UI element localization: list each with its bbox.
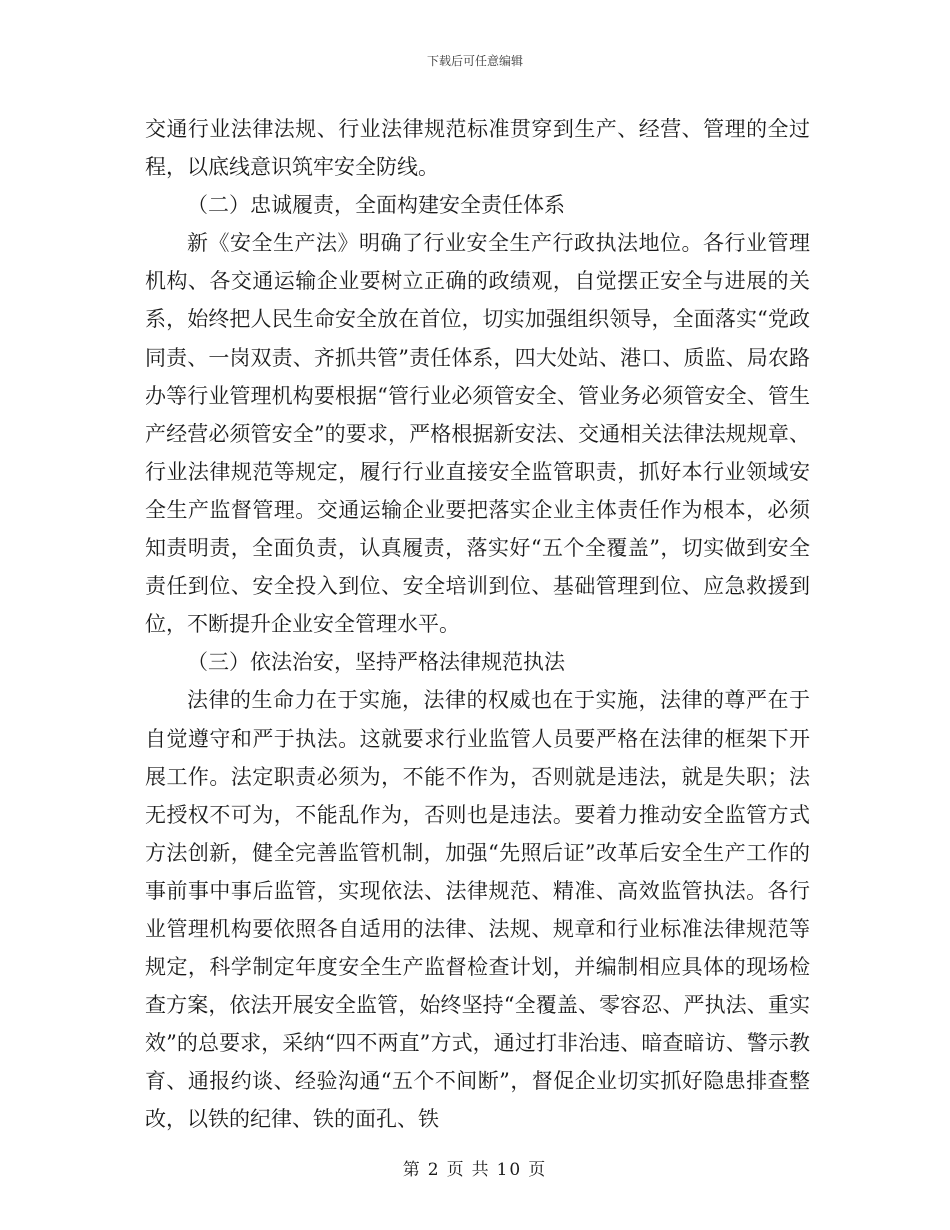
paragraph-section-2: 新《安全生产法》明确了行业安全生产行政执法地位。各行业管理机构、各交通运输企业要树立正确的政绩观，自觉摆正安全与进展的关系，始终把人民生命安全放在首位，切实加强组织领导，全面落实“党政同责、一岗双责、齐抓共管”责任体系，四大处站、港口、质监、局农路办等行业管理机构要根据“管行业必须管安全、管业务必须管安全、管生产经营必须管安全”的要求，严格根据新安法、交通相关法律法规规章、行业法律规范等规定，履行行业直接安全监管职责，抓好本行业领域安全生产监督管理。交通运输企业要把落实企业主体责任作为根本，必须知责明责，全面负责，认真履责，落实好“五个全覆盖”，切实做到安全责任到位、安全投入到位、安全培训到位、基础管理到位、应急救援到位，不断提升企业安全管理水平。 <box>145 231 810 637</box>
footer-page-label: 页 <box>446 1160 466 1180</box>
footer-total-pages: 10 <box>496 1160 523 1180</box>
section-heading-2: （二）忠诚履责，全面构建安全责任体系 <box>187 193 565 218</box>
page-header: 下载后可任意编辑 <box>426 54 523 68</box>
paragraph-section-3: 法律的生命力在于实施，法律的权威也在于实施，法律的尊严在于自觉遵守和严于执法。这就要求行业监管人员要严格在法律的框架下开展工作。法定职责必须为，不能不作为，否则就是违法，就是失职；法无授权不可为，不能乱作为，否则也是违法。要着力推动安全监管方式方法创新，健全完善监管机制，加强“先照后证”改革后安全生产工作的事前事中事后监管，实现依法、法律规范、精准、高效监管执法。各行业管理机构要依照各自适用的法律、法规、规章和行业标准法律规范等规定，科学制定年度安全生产监督检查计划，并编制相应具体的现场检查方案，依法开展安全监管，始终坚持“全覆盖、零容忍、严执法、重实效”的总要求，采纳“四不两直”方式，通过打非治违、暗查暗访、警示教育、通报约谈、经验沟通“五个不间断”，督促企业切实抓好隐患排查整改，以铁的纪律、铁的面孔、铁 <box>145 688 810 1132</box>
document-body <box>145 110 810 1139</box>
section-heading-3: （三）依法治安，坚持严格法律规范执法 <box>187 650 565 675</box>
footer-prefix: 第 <box>402 1160 422 1180</box>
page-footer <box>0 1155 950 1180</box>
footer-total-label: 共 <box>471 1160 491 1180</box>
paragraph-continuation: 交通行业法律法规、行业法律规范标准贯穿到生产、经营、管理的全过程，以底线意识筑牢安全防线。 <box>145 117 810 180</box>
footer-suffix: 页 <box>528 1160 548 1180</box>
footer-page-number: 2 <box>427 1160 441 1180</box>
